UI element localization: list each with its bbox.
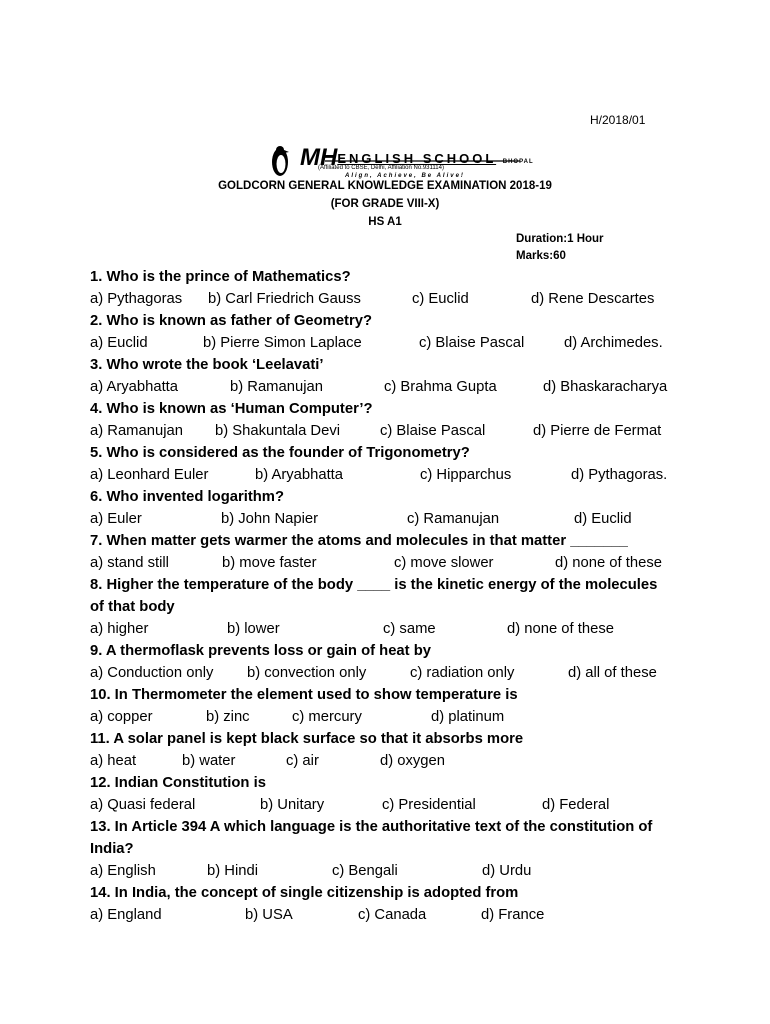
- reference-code: H/2018/01: [590, 113, 646, 127]
- question-text: 14. In India, the concept of single citizenship is adopted from: [90, 885, 519, 901]
- option-b: b) Shakuntala Devi: [215, 423, 341, 439]
- option-d: d) Rene Descartes: [531, 291, 655, 307]
- option-d: d) all of these: [568, 665, 657, 681]
- question-item: [90, 640, 690, 684]
- option-a: a) England: [90, 907, 162, 923]
- option-a: a) Conduction only: [90, 665, 214, 681]
- option-d: d) none of these: [555, 555, 662, 571]
- question-list: [90, 266, 690, 926]
- option-b: b) Aryabhatta: [255, 467, 344, 483]
- option-d: d) Archimedes.: [564, 335, 663, 351]
- question-text: of that body: [90, 599, 175, 615]
- options-row: [90, 552, 690, 574]
- question-text: India?: [90, 841, 134, 857]
- options-row: [90, 618, 690, 640]
- question-item: [90, 442, 690, 486]
- option-b: b) water: [182, 753, 236, 769]
- option-b: b) zinc: [206, 709, 250, 725]
- question-text: 12. Indian Constitution is: [90, 775, 266, 791]
- question-text: 7. When matter gets warmer the atoms and molecules in that matter _______: [90, 533, 628, 549]
- option-a: a) heat: [90, 753, 137, 769]
- question-item: [90, 728, 690, 772]
- options-row: [90, 860, 690, 882]
- options-row: [90, 420, 690, 442]
- option-a: a) stand still: [90, 555, 169, 571]
- option-b: b) Pierre Simon Laplace: [203, 335, 362, 351]
- option-b: b) convection only: [247, 665, 367, 681]
- option-a: a) Ramanujan: [90, 423, 183, 439]
- options-row: [90, 904, 690, 926]
- option-a: a) English: [90, 863, 156, 879]
- option-d: d) Urdu: [482, 863, 532, 879]
- option-d: d) Euclid: [574, 511, 632, 527]
- option-c: c) Canada: [358, 907, 427, 923]
- question-item: [90, 772, 690, 816]
- question-item: [90, 530, 690, 574]
- options-row: [90, 794, 690, 816]
- question-item: [90, 266, 690, 310]
- option-c: c) Euclid: [412, 291, 469, 307]
- question-item: [90, 486, 690, 530]
- option-b: b) lower: [227, 621, 280, 637]
- option-d: d) France: [481, 907, 545, 923]
- option-c: c) Ramanujan: [407, 511, 500, 527]
- option-a: a) Quasi federal: [90, 797, 196, 813]
- option-d: d) Pierre de Fermat: [533, 423, 662, 439]
- options-row: [90, 376, 690, 398]
- question-item: [90, 684, 690, 728]
- option-b: b) move faster: [222, 555, 317, 571]
- question-text: 13. In Article 394 A which language is the authoritative text of the constitution of: [90, 819, 653, 835]
- question-text: 2. Who is known as father of Geometry?: [90, 313, 373, 329]
- option-b: b) Ramanujan: [230, 379, 323, 395]
- question-text: 4. Who is known as ‘Human Computer’?: [90, 401, 373, 417]
- marks: Marks:60: [516, 250, 566, 262]
- penguin-icon: [272, 146, 289, 176]
- logo-mark: MH: [300, 144, 338, 171]
- question-item: [90, 354, 690, 398]
- question-item: [90, 816, 690, 882]
- option-d: d) Pythagoras.: [571, 467, 668, 483]
- option-c: c) same: [383, 621, 436, 637]
- option-c: c) Hipparchus: [420, 467, 512, 483]
- question-item: [90, 398, 690, 442]
- option-b: b) John Napier: [221, 511, 319, 527]
- option-c: c) Blaise Pascal: [380, 423, 486, 439]
- question-text: 9. A thermoflask prevents loss or gain of heat by: [90, 643, 431, 659]
- options-row: [90, 508, 690, 530]
- option-a: a) copper: [90, 709, 153, 725]
- school-name: MHENGLISH SCHOOL BHOPAL: [300, 144, 534, 171]
- question-text: 6. Who invented logarithm?: [90, 489, 285, 505]
- option-d: d) platinum: [431, 709, 505, 725]
- question-item: [90, 882, 690, 926]
- question-text: 11. A solar panel is kept black surface so that it absorbs more: [90, 731, 524, 747]
- option-c: c) Brahma Gupta: [384, 379, 497, 395]
- affiliation-line: (Affiliated to CBSE, Delhi, Affiliation No.931114): [318, 165, 444, 171]
- option-a: a) Leonhard Euler: [90, 467, 209, 483]
- question-text: 3. Who wrote the book ‘Leelavati’: [90, 357, 324, 373]
- option-d: d) Bhaskaracharya: [543, 379, 668, 395]
- option-d: d) oxygen: [380, 753, 445, 769]
- option-a: a) Pythagoras: [90, 291, 183, 307]
- option-b: b) Hindi: [207, 863, 258, 879]
- options-row: [90, 288, 690, 310]
- option-d: d) Federal: [542, 797, 610, 813]
- question-item: [90, 310, 690, 354]
- option-c: c) radiation only: [410, 665, 515, 681]
- option-c: c) air: [286, 753, 319, 769]
- option-c: c) Blaise Pascal: [419, 335, 525, 351]
- paper-code: HS A1: [368, 216, 402, 228]
- option-a: a) Euler: [90, 511, 142, 527]
- options-row: [90, 662, 690, 684]
- options-row: [90, 706, 690, 728]
- grade-line: (FOR GRADE VIII-X): [330, 198, 440, 210]
- options-row: [90, 750, 690, 772]
- option-c: c) Bengali: [332, 863, 398, 879]
- school-sub: BHOPAL: [502, 159, 534, 165]
- option-a: a) higher: [90, 621, 149, 637]
- question-item: [90, 574, 690, 640]
- option-a: a) Euclid: [90, 335, 148, 351]
- question-text: 5. Who is considered as the founder of Trigonometry?: [90, 445, 470, 461]
- option-c: c) mercury: [292, 709, 362, 725]
- option-d: d) none of these: [507, 621, 614, 637]
- options-row: [90, 464, 690, 486]
- option-c: c) move slower: [394, 555, 494, 571]
- option-b: b) Unitary: [260, 797, 325, 813]
- question-text: 10. In Thermometer the element used to show temperature is: [90, 687, 518, 703]
- option-b: b) Carl Friedrich Gauss: [208, 291, 361, 307]
- question-text: 8. Higher the temperature of the body ____ is the kinetic energy of the molecules: [90, 577, 658, 593]
- exam-title: GOLDCORN GENERAL KNOWLEDGE EXAMINATION 2018-19: [218, 180, 552, 192]
- duration: Duration:1 Hour: [516, 233, 604, 245]
- option-a: a) Aryabhatta: [90, 379, 179, 395]
- options-row: [90, 332, 690, 354]
- option-c: c) Presidential: [382, 797, 476, 813]
- question-text: 1. Who is the prince of Mathematics?: [90, 269, 351, 285]
- motto: Align, Achieve, Be Alive!: [345, 173, 465, 179]
- option-b: b) USA: [245, 907, 293, 923]
